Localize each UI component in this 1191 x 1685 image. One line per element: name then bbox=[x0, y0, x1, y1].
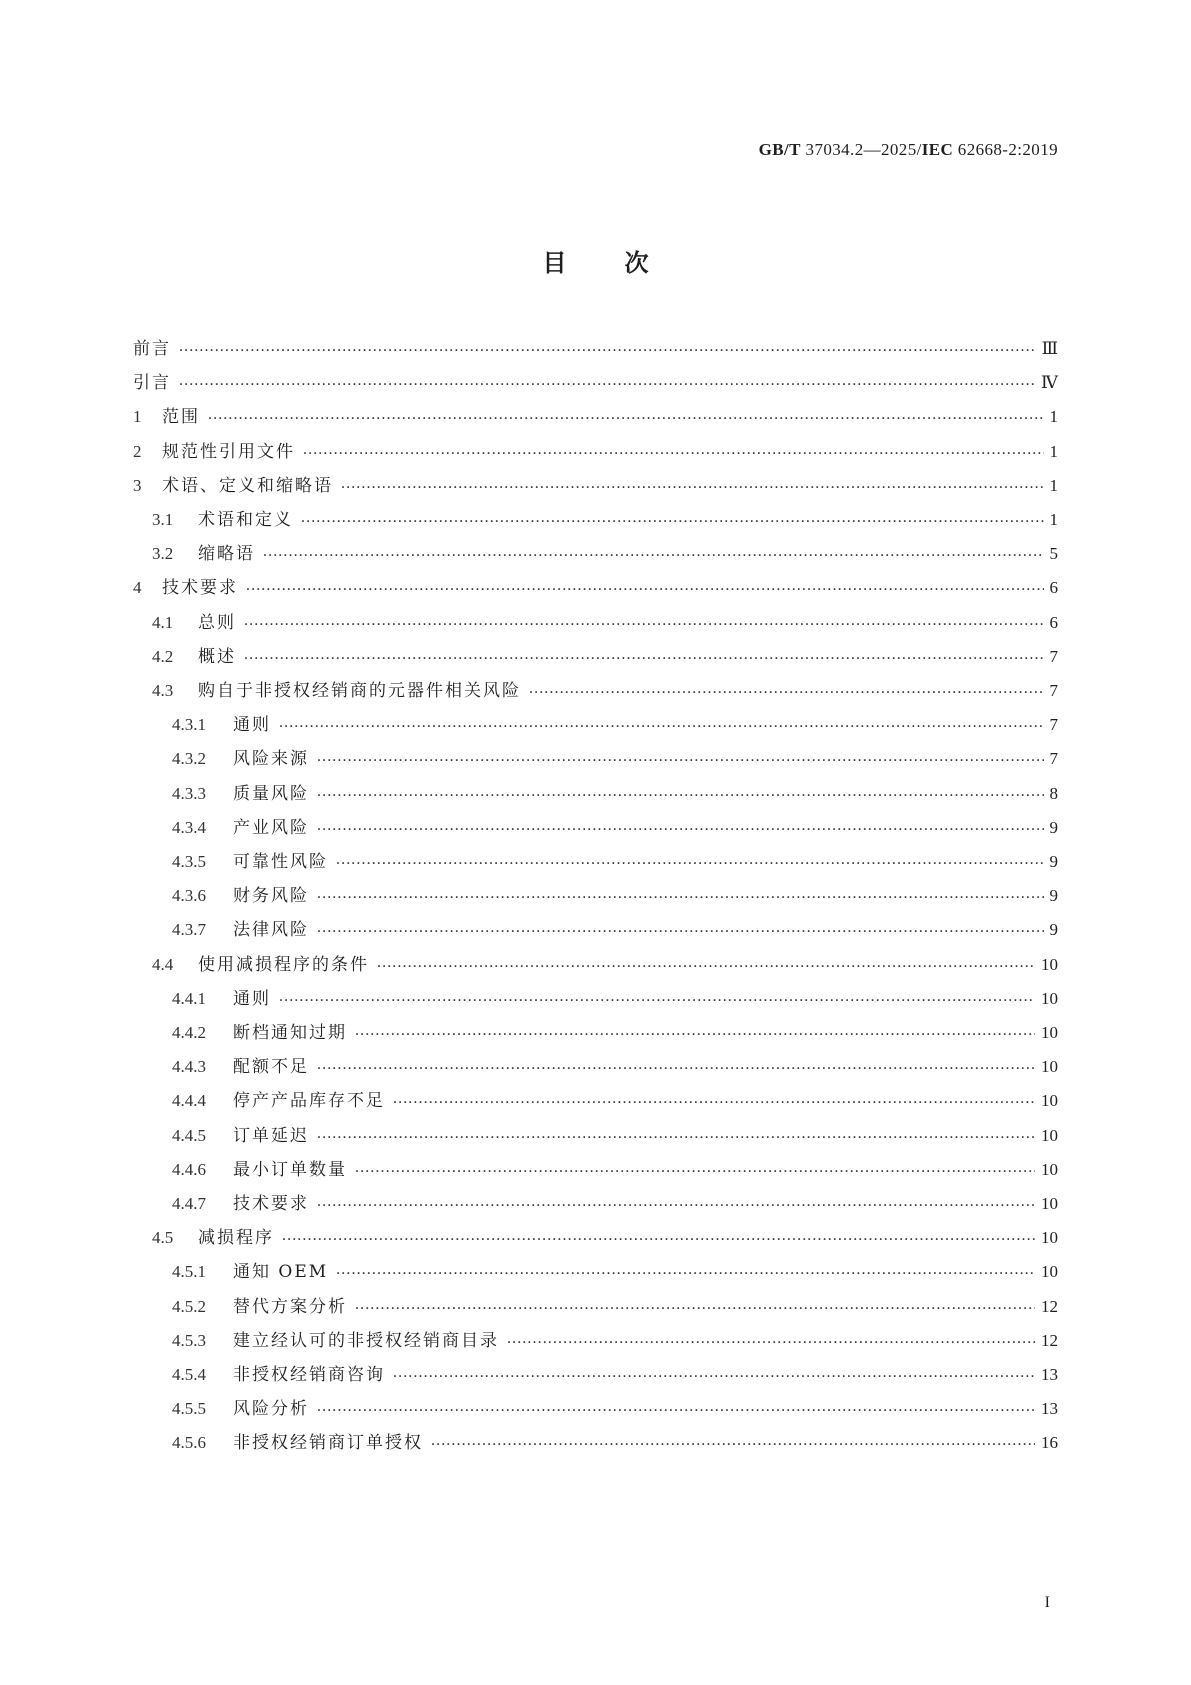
toc-dot-leader bbox=[355, 1021, 1035, 1045]
toc-entry-page: Ⅳ bbox=[1041, 373, 1058, 393]
iec-prefix: IEC bbox=[921, 140, 954, 159]
toc-entry[interactable] bbox=[152, 953, 1058, 977]
toc-entry-page: 10 bbox=[1041, 1228, 1058, 1248]
toc-dot-leader bbox=[317, 1192, 1035, 1216]
toc-dot-leader bbox=[317, 1055, 1035, 1079]
toc-entry[interactable] bbox=[172, 782, 1058, 806]
toc-entry-number: 4.3.7 bbox=[172, 920, 206, 940]
toc-dot-leader bbox=[244, 611, 1044, 635]
toc-entry[interactable] bbox=[172, 747, 1058, 771]
toc-entry[interactable] bbox=[133, 440, 1058, 464]
toc-entry-title: 前言 bbox=[133, 339, 171, 359]
toc-entry-page: 7 bbox=[1049, 749, 1058, 769]
toc-entry-number: 4.5.6 bbox=[172, 1433, 206, 1453]
toc-entry-page: 9 bbox=[1049, 920, 1058, 940]
toc-entry-title: 范围 bbox=[162, 407, 200, 428]
toc-entry[interactable] bbox=[133, 337, 1058, 361]
toc-entry[interactable] bbox=[172, 1329, 1058, 1353]
toc-entry-number: 4.3 bbox=[152, 681, 174, 700]
toc-entry[interactable] bbox=[152, 679, 1058, 703]
page-title: 目次 bbox=[542, 249, 707, 277]
toc-entry-title: 风险分析 bbox=[233, 1399, 309, 1420]
toc-dot-leader bbox=[208, 405, 1044, 429]
toc-entry-title: 风险来源 bbox=[233, 749, 309, 770]
toc-entry-page: 6 bbox=[1049, 612, 1058, 632]
toc-entry-title: 技术要求 bbox=[162, 578, 238, 599]
toc-entry-number: 4.5.5 bbox=[172, 1399, 206, 1419]
toc-entry-number: 4.4 bbox=[152, 954, 174, 974]
toc-entry-title: 建立经认可的非授权经销商目录 bbox=[233, 1330, 499, 1351]
toc-entry-page: 10 bbox=[1041, 954, 1058, 974]
toc-entry-number: 4.5.4 bbox=[172, 1365, 206, 1384]
toc-entry-number: 2 bbox=[133, 441, 142, 461]
toc-entry[interactable] bbox=[172, 850, 1058, 874]
toc-entry-page: 10 bbox=[1041, 1057, 1058, 1077]
toc-entry[interactable] bbox=[172, 1260, 1058, 1284]
toc-entry-number: 4 bbox=[133, 578, 142, 598]
toc-entry-page: 13 bbox=[1041, 1399, 1058, 1419]
toc-dot-leader bbox=[303, 440, 1044, 464]
toc-entry-page: 1 bbox=[1049, 510, 1058, 529]
toc-entry-number: 4.3.2 bbox=[172, 749, 206, 769]
toc-entry-title: 法律风险 bbox=[233, 920, 309, 941]
toc-entry-number: 4.5.1 bbox=[172, 1262, 206, 1282]
toc-entry-title: 减损程序 bbox=[198, 1228, 274, 1249]
toc-entry-number: 4.4.1 bbox=[172, 988, 206, 1008]
toc-entry-title: 产业风险 bbox=[233, 817, 309, 838]
toc-entry-page: 13 bbox=[1041, 1365, 1058, 1384]
toc-entry-number: 4.4.6 bbox=[172, 1159, 206, 1179]
toc-entry[interactable] bbox=[152, 508, 1058, 532]
toc-entry-title: 通知 OEM bbox=[233, 1262, 329, 1283]
toc-dot-leader bbox=[317, 816, 1044, 840]
toc-entry[interactable] bbox=[172, 1192, 1058, 1216]
toc-entry-title: 技术要求 bbox=[233, 1194, 309, 1214]
toc-entry[interactable] bbox=[133, 576, 1058, 600]
toc-entry-title: 通则 bbox=[233, 988, 271, 1009]
toc-entry[interactable] bbox=[172, 816, 1058, 840]
toc-entry[interactable] bbox=[133, 405, 1058, 429]
toc-dot-leader bbox=[529, 679, 1044, 703]
toc-entry-page: 9 bbox=[1049, 817, 1058, 837]
toc-dot-leader bbox=[341, 474, 1044, 498]
toc-dot-leader bbox=[246, 576, 1044, 600]
toc-entry[interactable] bbox=[172, 918, 1058, 942]
toc-entry[interactable] bbox=[172, 1158, 1058, 1182]
toc-entry[interactable] bbox=[133, 474, 1058, 498]
toc-entry-number: 4.3.1 bbox=[172, 715, 206, 735]
toc-dot-leader bbox=[377, 953, 1035, 977]
toc-entry[interactable] bbox=[152, 1226, 1058, 1250]
toc-dot-leader bbox=[317, 747, 1044, 771]
toc-dot-leader bbox=[179, 371, 1035, 395]
toc-entry-number: 3.2 bbox=[152, 544, 174, 564]
toc-dot-leader bbox=[179, 337, 1036, 361]
toc-entry-title: 停产产品库存不足 bbox=[233, 1091, 385, 1112]
toc-entry-number: 1 bbox=[133, 407, 142, 427]
toc-entry-title: 非授权经销商咨询 bbox=[233, 1365, 385, 1385]
toc-dot-leader bbox=[431, 1431, 1035, 1455]
toc-entry-number: 4.2 bbox=[152, 646, 174, 666]
toc-dot-leader bbox=[317, 782, 1044, 806]
toc-entry-page: 10 bbox=[1041, 1159, 1058, 1179]
toc-dot-leader bbox=[301, 508, 1044, 532]
toc-entry-page: 1 bbox=[1049, 407, 1058, 427]
toc-entry-title: 可靠性风险 bbox=[233, 852, 328, 872]
toc-entry-page: 10 bbox=[1041, 1023, 1058, 1042]
toc-entry[interactable] bbox=[172, 1295, 1058, 1319]
toc-entry-page: 12 bbox=[1041, 1296, 1058, 1316]
toc-entry[interactable] bbox=[172, 987, 1058, 1011]
toc-entry-number: 4.4.5 bbox=[172, 1125, 206, 1145]
toc-entry-page: 9 bbox=[1049, 852, 1058, 871]
toc-dot-leader bbox=[336, 850, 1044, 874]
toc-dot-leader bbox=[336, 1260, 1035, 1284]
toc-entry[interactable] bbox=[172, 1363, 1058, 1387]
toc-entry-title: 总则 bbox=[198, 612, 236, 633]
toc-entry[interactable] bbox=[133, 371, 1058, 395]
toc-entry-page: 10 bbox=[1041, 1194, 1058, 1213]
toc-entry[interactable] bbox=[172, 884, 1058, 908]
toc-entry-page: 5 bbox=[1049, 544, 1058, 564]
toc-entry-page: 7 bbox=[1049, 681, 1058, 700]
toc-entry-number: 4.1 bbox=[152, 612, 174, 632]
standard-prefix: GB/T bbox=[758, 140, 801, 159]
toc-entry-title: 订单延迟 bbox=[233, 1125, 309, 1146]
toc-entry-title: 概述 bbox=[198, 646, 236, 667]
toc-entry-title: 断档通知过期 bbox=[233, 1023, 347, 1043]
toc-dot-leader bbox=[317, 884, 1044, 908]
toc-entry-page: 1 bbox=[1049, 475, 1058, 495]
toc-dot-leader bbox=[355, 1295, 1035, 1319]
toc-entry[interactable] bbox=[172, 713, 1058, 737]
toc-entry-title: 引言 bbox=[133, 373, 171, 394]
toc-entry-page: 10 bbox=[1041, 1091, 1058, 1111]
toc-entry-page: 10 bbox=[1041, 988, 1058, 1008]
toc-dot-leader bbox=[244, 645, 1044, 669]
standard-code bbox=[759, 140, 1058, 160]
toc-entry-number: 3.1 bbox=[152, 510, 174, 529]
toc-entry-title: 规范性引用文件 bbox=[162, 441, 295, 462]
toc-entry[interactable] bbox=[172, 1431, 1058, 1455]
toc-entry-number: 4.5 bbox=[152, 1228, 174, 1248]
toc-dot-leader bbox=[317, 1397, 1035, 1421]
toc-dot-leader bbox=[282, 1226, 1035, 1250]
toc-entry-number: 4.4.2 bbox=[172, 1023, 206, 1042]
toc-entry-page: 7 bbox=[1049, 715, 1058, 735]
toc-entry[interactable] bbox=[152, 645, 1058, 669]
toc-entry-page: 10 bbox=[1041, 1262, 1058, 1282]
toc-entry-title: 最小订单数量 bbox=[233, 1159, 347, 1180]
toc-entry-title: 缩略语 bbox=[198, 544, 255, 565]
toc-entry-title: 配额不足 bbox=[233, 1057, 309, 1078]
iec-number: 62668-2:2019 bbox=[953, 140, 1058, 159]
toc-entry-page: 12 bbox=[1041, 1330, 1058, 1350]
toc-entry-number: 4.3.6 bbox=[172, 886, 206, 906]
standard-number: 37034.2—2025/ bbox=[800, 140, 922, 159]
toc-dot-leader bbox=[263, 542, 1044, 566]
toc-entry-title: 通则 bbox=[233, 715, 271, 736]
toc-dot-leader bbox=[393, 1363, 1035, 1387]
toc-entry[interactable] bbox=[152, 542, 1058, 566]
toc-entry-number: 3 bbox=[133, 475, 142, 495]
toc-entry-number: 4.4.3 bbox=[172, 1057, 206, 1077]
toc-entry-title: 使用减损程序的条件 bbox=[198, 954, 369, 975]
page-folio: I bbox=[1044, 1594, 1050, 1611]
toc-entry-page: Ⅲ bbox=[1041, 339, 1058, 358]
toc-entry-title: 非授权经销商订单授权 bbox=[233, 1433, 423, 1454]
toc-dot-leader bbox=[279, 987, 1035, 1011]
toc-entry-title: 质量风险 bbox=[233, 783, 309, 804]
toc-entry-number: 4.3.5 bbox=[172, 852, 206, 871]
toc-dot-leader bbox=[507, 1329, 1035, 1353]
toc-entry-page: 1 bbox=[1049, 441, 1058, 461]
toc-entry-page: 10 bbox=[1041, 1125, 1058, 1145]
toc-entry[interactable] bbox=[172, 1397, 1058, 1421]
toc-dot-leader bbox=[317, 918, 1044, 942]
toc-entry-number: 4.5.2 bbox=[172, 1296, 206, 1316]
toc-dot-leader bbox=[317, 1124, 1035, 1148]
toc-entry-number: 4.3.3 bbox=[172, 783, 206, 803]
toc-entry-title: 术语、定义和缩略语 bbox=[162, 475, 333, 496]
toc-entry-number: 4.3.4 bbox=[172, 817, 206, 837]
toc-entry-page: 8 bbox=[1049, 783, 1058, 803]
toc-entry-title: 财务风险 bbox=[233, 886, 309, 907]
toc-entry-number: 4.4.7 bbox=[172, 1194, 206, 1213]
toc-entry[interactable] bbox=[172, 1021, 1058, 1045]
toc-entry-title: 购自于非授权经销商的元器件相关风险 bbox=[198, 681, 521, 701]
toc-entry-page: 16 bbox=[1041, 1433, 1058, 1453]
toc-entry[interactable] bbox=[172, 1089, 1058, 1113]
toc-entry-page: 7 bbox=[1049, 646, 1058, 666]
toc-entry[interactable] bbox=[172, 1124, 1058, 1148]
toc-entry-title: 替代方案分析 bbox=[233, 1296, 347, 1317]
toc-entry[interactable] bbox=[172, 1055, 1058, 1079]
toc-entry-page: 6 bbox=[1049, 578, 1058, 598]
toc-dot-leader bbox=[393, 1089, 1035, 1113]
toc-dot-leader bbox=[355, 1158, 1035, 1182]
toc-dot-leader bbox=[279, 713, 1044, 737]
toc-entry-title: 术语和定义 bbox=[198, 510, 293, 530]
toc-entry-number: 4.4.4 bbox=[172, 1091, 206, 1111]
toc-entry-number: 4.5.3 bbox=[172, 1330, 206, 1350]
toc-entry-page: 9 bbox=[1049, 886, 1058, 906]
toc-entry[interactable] bbox=[152, 611, 1058, 635]
